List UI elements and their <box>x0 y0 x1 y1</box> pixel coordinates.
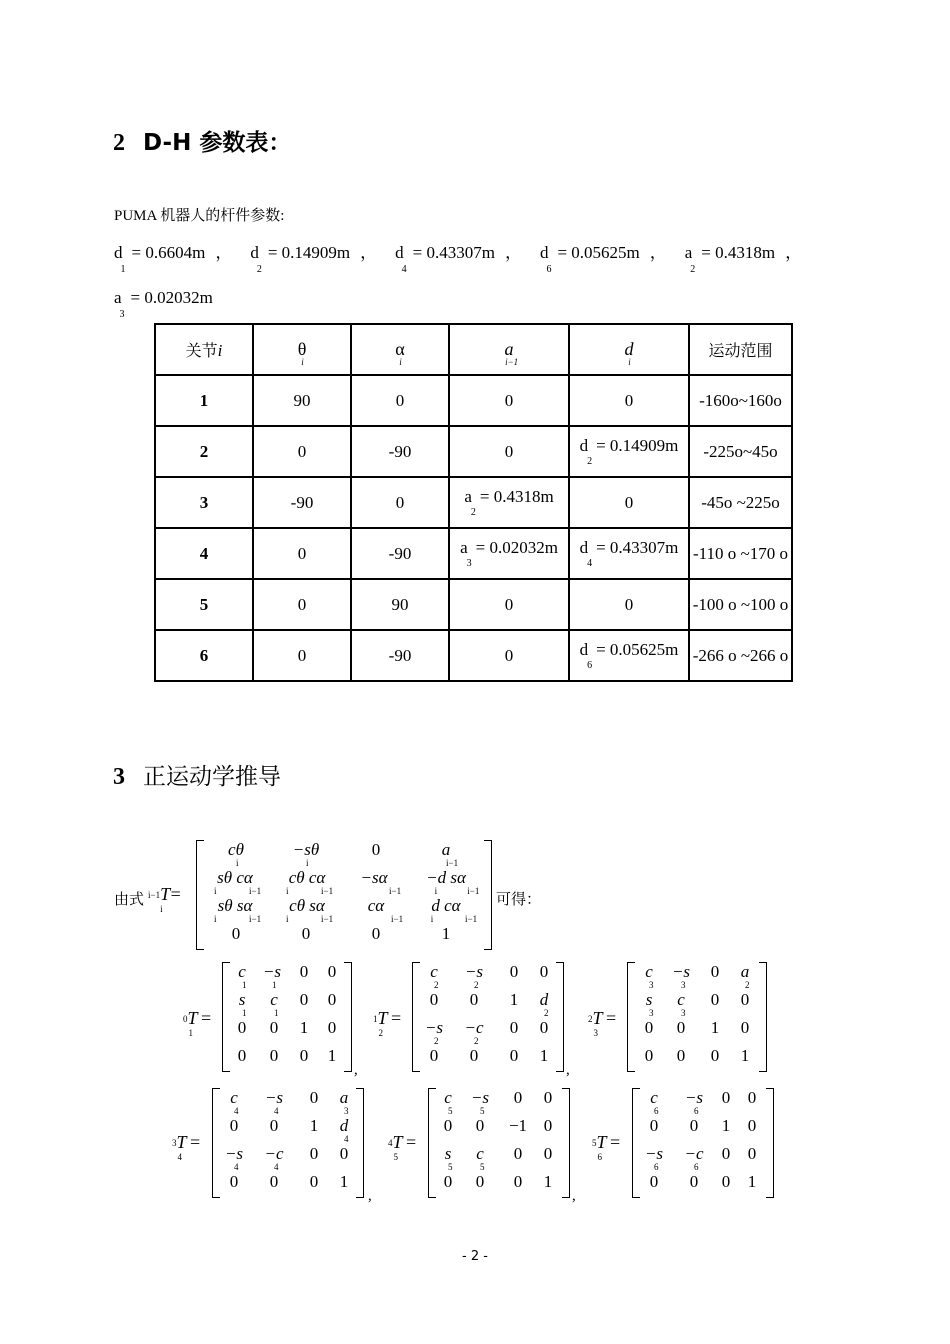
header-range: 运动范围 <box>689 324 792 375</box>
param-d6: $d_6= 0.05625m$ ， <box>539 243 667 275</box>
table-row: 5 0 90 0 0 -100 o ~100 o <box>155 579 792 630</box>
transform-1-2-matrix: c 2 −s 2 0 0 0 0 1 d 2 −s 2 −c 2 0 0 0 0 0 1 <box>412 962 564 1072</box>
table-row: 6 0 -90 0 $d_6= 0.05625m$ -266 o ~266 o <box>155 630 792 681</box>
transform-3-4-matrix: c 4 −s 4 0 a 3 0 0 1 d 4 −s 4 −c 4 0 0 0 0 0 1 <box>212 1088 364 1198</box>
intro-text: PUMA 机器人的杆件参数: <box>114 208 285 224</box>
transform-0-1-matrix: c 1 −s 1 0 0 s 1 c 1 0 0 0 0 1 0 0 0 0 1 <box>222 962 352 1072</box>
header-alpha: α i <box>351 324 449 375</box>
section-2-heading <box>113 124 291 157</box>
table-header-row <box>155 324 792 375</box>
transform-2-3-matrix: c 3 −s 3 0 a 2 s 3 c 3 0 0 0 0 1 0 0 0 0 1 <box>627 962 767 1072</box>
cell-d6: $d_6= 0.05625m$ <box>569 630 689 681</box>
general-transform-matrix: cθ i −sθ i 0 a i−1 sθ cα i i−1 cθ cα i i−1 −sα i−1 −d sα i i−1 sθ sα i i−1 cθ sα i i−1 cα i−1 d cα i i−1 0 0 0 1 <box>196 840 492 950</box>
table-row: 3 -90 0 $a_2= 0.4318m$ 0 -45o ~225o <box>155 477 792 528</box>
table-row: 1 90 0 0 0 -160o~160o <box>155 375 792 426</box>
param-d1: $d_1= 0.6604m$ ， <box>114 243 233 275</box>
section-title: 正运动学推导 <box>143 764 281 790</box>
section-title: D-H 参数表： <box>143 130 292 156</box>
header-a: a i−1 <box>449 324 569 375</box>
table-row: 2 0 -90 0 $d_2= 0.14909m$ -225o~45o <box>155 426 792 477</box>
formula-suffix: 可得： <box>496 892 542 908</box>
transform-0-1-lhs: $0T_1=$ <box>183 1008 212 1038</box>
param-a3: $a_3= 0.02032m$ <box>114 288 213 320</box>
formula-prefix: 由式 <box>114 892 145 908</box>
section-3-heading <box>113 758 281 791</box>
cell-d2: $d_2= 0.14909m$ <box>569 426 689 477</box>
param-d2: $d_2= 0.14909m$ ， <box>250 243 378 275</box>
param-d4: $d_4= 0.43307m$ ， <box>395 243 522 275</box>
transform-2-3-lhs: $2T_3=$ <box>588 1008 617 1038</box>
page-number: - 2 - <box>462 1249 488 1264</box>
param-a2: $a_2= 0.4318m$ ， <box>684 243 803 275</box>
comma: , <box>566 1062 570 1078</box>
cell-d4: $d_4= 0.43307m$ <box>569 528 689 579</box>
table-row: 4 0 -90 $a_3= 0.02032m$ $d_4= 0.43307m$ -110 o ~170 o <box>155 528 792 579</box>
transform-4-5-matrix: c 5 −s 5 0 0 0 0 −1 0 s 5 c 5 0 0 0 0 0 1 <box>428 1088 570 1198</box>
link-parameters <box>114 238 934 275</box>
header-joint: 关节i <box>155 324 253 375</box>
header-d: d i <box>569 324 689 375</box>
comma: , <box>368 1188 372 1204</box>
section-number: 3 <box>113 764 125 790</box>
transform-3-4-lhs: $3T_4=$ <box>172 1132 201 1162</box>
transform-4-5-lhs: $4T_5=$ <box>388 1132 417 1162</box>
header-theta: θ i <box>253 324 351 375</box>
cell-a3: $a_3= 0.02032m$ <box>449 528 569 579</box>
comma: , <box>354 1062 358 1078</box>
cell-a2: $a_2= 0.4318m$ <box>449 477 569 528</box>
dh-parameter-table <box>154 323 793 682</box>
transform-5-6-lhs: $5T_6=$ <box>592 1132 621 1162</box>
comma: , <box>572 1188 576 1204</box>
section-number: 2 <box>113 130 125 156</box>
general-transform-lhs: $i-1T_i=$ <box>148 884 181 914</box>
transform-5-6-matrix: c 6 −s 6 0 0 0 0 1 0 −s 6 −c 6 0 0 0 0 0 1 <box>632 1088 774 1198</box>
transform-1-2-lhs: $1T_2=$ <box>373 1008 402 1038</box>
